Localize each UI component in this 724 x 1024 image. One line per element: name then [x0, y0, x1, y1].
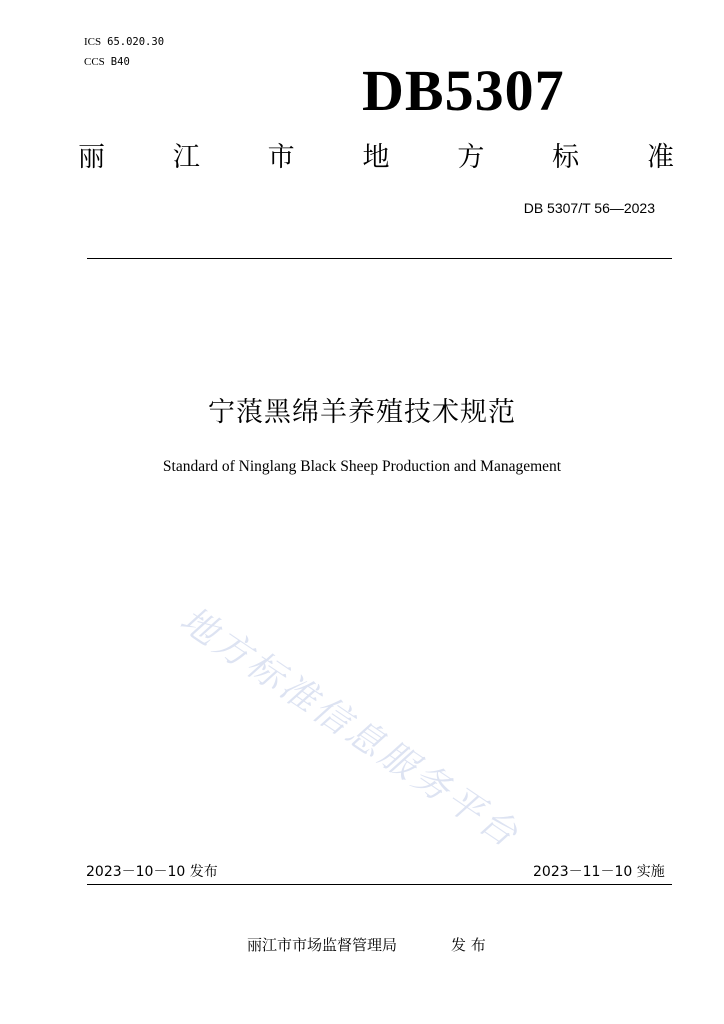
- watermark: 地方标准信息服务平台: [172, 599, 528, 857]
- standard-level-char: 江: [172, 142, 200, 173]
- title-chinese: 宁蒗黑绵羊养殖技术规范: [208, 397, 516, 428]
- standard-level-char: 地: [362, 142, 390, 173]
- ccs-line: [84, 55, 130, 69]
- bottom-divider: [87, 884, 672, 885]
- standard-level-char: 准: [646, 142, 674, 173]
- top-divider: [87, 258, 672, 259]
- ics-label: ICS: [84, 36, 102, 48]
- ccs-label: CCS: [84, 56, 105, 68]
- standard-level-char: 市: [267, 142, 295, 173]
- standard-level-char: 标: [552, 142, 580, 173]
- standard-level: [78, 138, 674, 178]
- ccs-code: B40: [110, 56, 130, 68]
- ics-line: [84, 35, 164, 49]
- issue-date: 2023－10－10 发布: [86, 864, 218, 880]
- issuer-name: 丽江市市场监督管理局: [247, 936, 398, 954]
- standard-level-char: 方: [457, 142, 485, 173]
- standard-level-char: 丽: [78, 142, 105, 173]
- issuer-action: 发 布: [451, 936, 486, 954]
- ics-code: 65.020.30: [107, 36, 165, 48]
- standard-number: DB 5307/T 56—2023: [523, 200, 655, 216]
- title-english: Standard of Ninglang Black Sheep Production and Management: [162, 458, 562, 475]
- implementation-date: 2023－11－10 实施: [533, 864, 665, 880]
- standard-mark: DB5307: [362, 58, 565, 123]
